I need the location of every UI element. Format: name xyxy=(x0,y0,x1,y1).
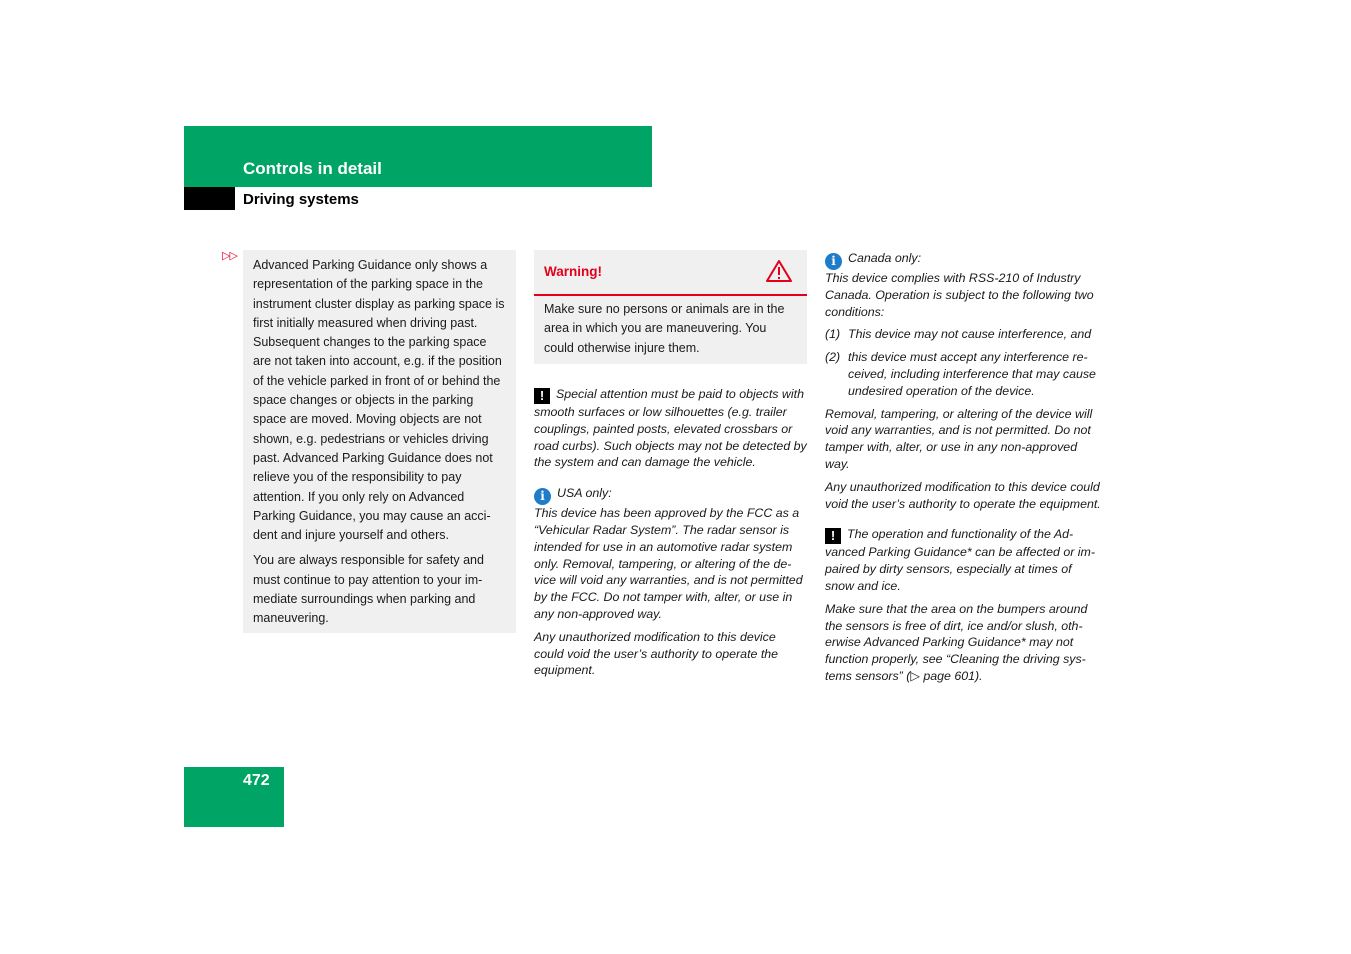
exclamation-icon: ! xyxy=(825,528,841,544)
condition-item: (1) This device may not cause interference, and xyxy=(825,327,1092,342)
section-title: Driving systems xyxy=(243,191,359,208)
column-two xyxy=(534,386,808,679)
canada-intro: This device complies with RSS-210 of Industry Canada. Operation is subject to the following two conditions: xyxy=(825,271,1094,319)
warning-box xyxy=(534,250,807,364)
paragraph: You are always responsible for safety and must continue to pay attention to your immediate surroundings when parking and maneuvering. xyxy=(253,553,484,626)
notice-cleaning-text: Make sure that the area on the bumpers around the sensors is free of dirt, ice and/or slush, otherwise Advanced Parking Guidance* may not function properly, see “Cleaning the driving systems sensors” (▷ page 601). xyxy=(825,601,1088,683)
info-icon: i xyxy=(534,488,551,505)
canada-removal-text: Removal, tampering, or altering of the device will void any warranties, and is not permitted. Do not tamper with, alter, or use in any non-approved way. xyxy=(825,406,1093,471)
notice-objects: ! Special attention must be paid to objects with smooth surfaces or low silhouettes (e.g. trailer couplings, painted posts, elevated crossbars or road curbs). Such objects may not be detected by the system and can damage the vehicle. xyxy=(534,387,807,470)
paragraph: Advanced Parking Guidance only shows a representation of the parking space in the instrument cluster display as parking space is first initially measured when driving past. Subsequent changes to the parking space are not taken into account, e.g. if the position of the vehicle parked in front of or behind the space changes or objects in the parking space are moved. Moving objects are not shown, e.g. pedestrians or vehicles driving past. Advanced Parking Guidance does not relieve you of the responsibility to pay attention. If you only rely on Advanced Parking Guidance, you may cause an accident and injure yourself and others. xyxy=(253,258,505,543)
info-icon: i xyxy=(825,253,842,270)
section-marker xyxy=(184,187,235,210)
warning-triangle-icon xyxy=(765,259,793,283)
chapter-title: Controls in detail xyxy=(243,159,382,178)
notice-dirty-sensors: ! The operation and functionality of the Advanced Parking Guidance* can be affected or impaired by dirty sensors, especially at times of snow and ice. xyxy=(825,527,1096,593)
continuation-marker: ▷▷ xyxy=(222,250,237,262)
page-number: 472 xyxy=(243,772,270,789)
warning-title: Warning! xyxy=(544,264,602,279)
canada-modification-text: Any unauthorized modification to this device could void the user’s authority to operate the equipment. xyxy=(825,479,1101,511)
usa-modification-text: Any unauthorized modification to this device could void the user’s authority to operate the equipment. xyxy=(534,629,779,678)
condition-item: (2) this device must accept any interference received, including interference that may cause undesired operation of the device. xyxy=(825,350,1096,398)
usa-text: This device has been approved by the FCC as a “Vehicular Radar System”. The radar sensor is intended for use in an automotive radar system only. Removal, tampering, or altering of the device will void any warranties, and is not permitted by the FCC. Do not tamper with, alter, or use in any non-approved way. xyxy=(534,506,803,621)
parking-guidance-info-box xyxy=(243,250,516,633)
usa-heading: i USA only: xyxy=(534,485,808,505)
canada-heading: i Canada only: xyxy=(825,250,1101,270)
warning-text: Make sure no persons or animals are in the area in which you are maneuvering. You could otherwise injure them. xyxy=(544,302,785,355)
column-three xyxy=(825,250,1101,685)
exclamation-icon: ! xyxy=(534,388,550,404)
warning-header xyxy=(534,250,807,296)
